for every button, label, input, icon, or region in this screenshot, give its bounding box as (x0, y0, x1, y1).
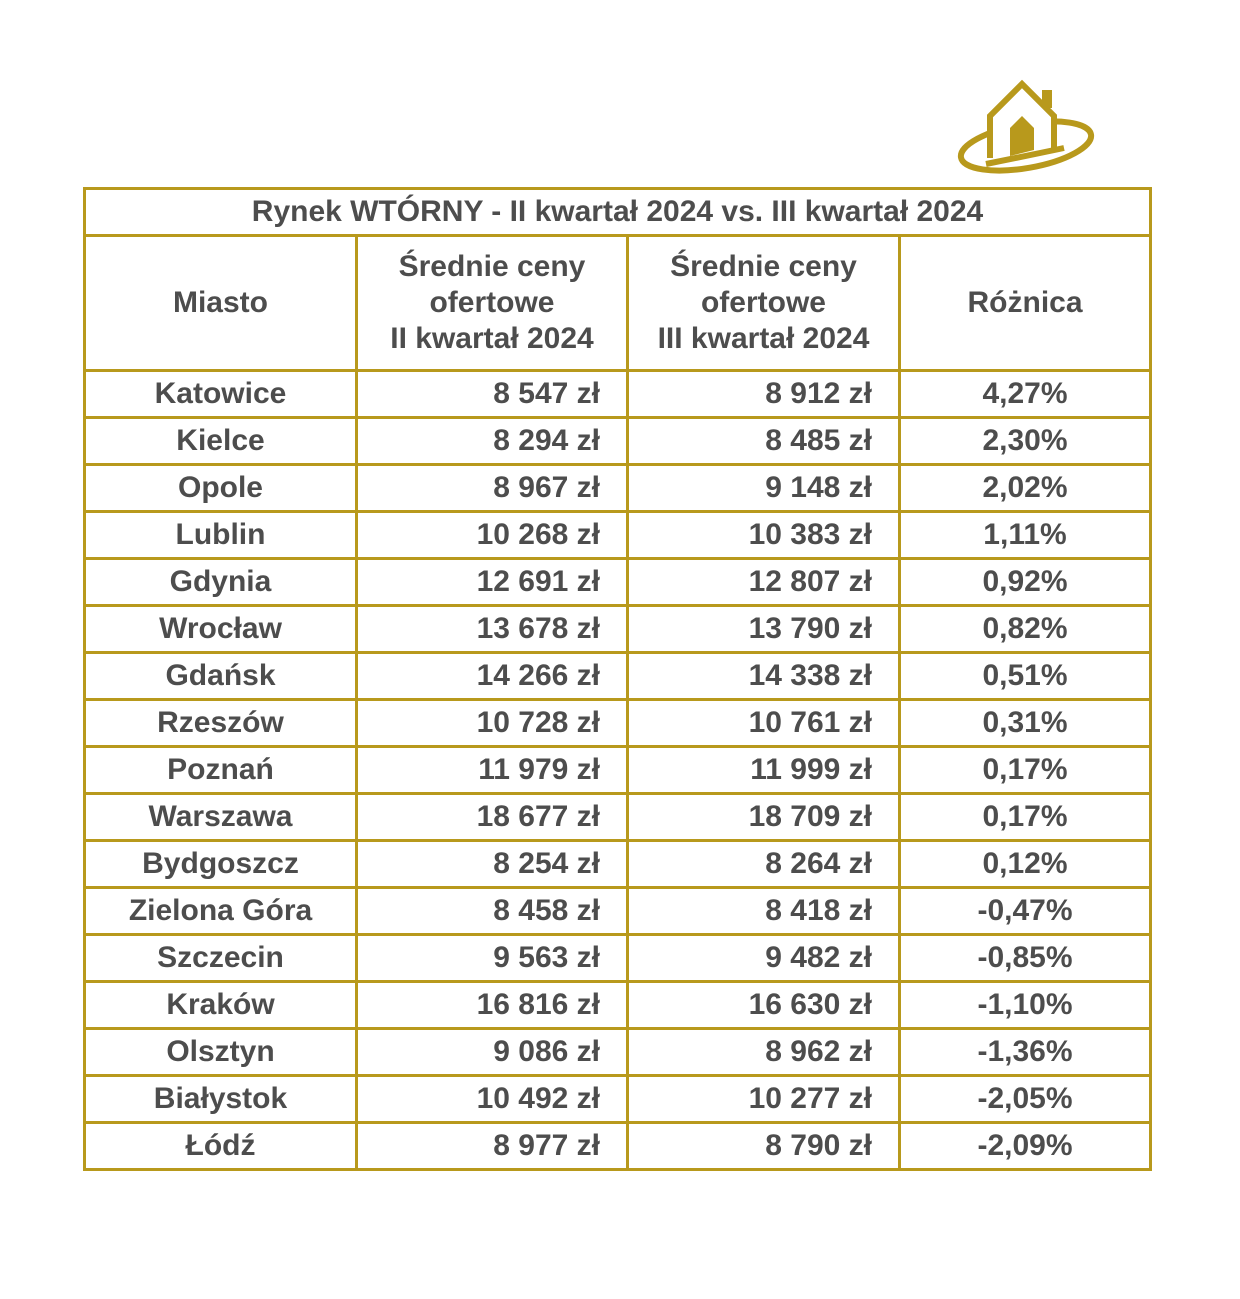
q3-price-cell: 8 962 zł (628, 1029, 900, 1076)
header-q3-line: ofertowe (700, 286, 826, 319)
q2-price-cell: 8 294 zł (357, 418, 628, 465)
table-row (85, 606, 1151, 653)
table-row (85, 653, 1151, 700)
table-row (85, 512, 1151, 559)
q2-price-cell: 13 678 zł (357, 606, 628, 653)
diff-cell: -1,10% (900, 982, 1151, 1029)
q2-price-cell: 8 458 zł (357, 888, 628, 935)
table-row (85, 982, 1151, 1029)
q2-price-cell: 8 254 zł (357, 841, 628, 888)
header-q2 (357, 236, 628, 371)
header-q3-line: Średnie ceny (670, 250, 857, 283)
diff-cell: -0,47% (900, 888, 1151, 935)
q3-price-cell: 8 485 zł (628, 418, 900, 465)
city-cell: Rzeszów (85, 700, 357, 747)
diff-cell: 0,92% (900, 559, 1151, 606)
q3-price-cell: 14 338 zł (628, 653, 900, 700)
price-comparison-table (83, 187, 1152, 1171)
q3-price-cell: 16 630 zł (628, 982, 900, 1029)
diff-cell: 0,31% (900, 700, 1151, 747)
q2-price-cell: 14 266 zł (357, 653, 628, 700)
header-city-label: Miasto (172, 286, 268, 319)
diff-cell: 0,51% (900, 653, 1151, 700)
header-q2-line: ofertowe (429, 286, 555, 319)
q2-price-cell: 10 728 zł (357, 700, 628, 747)
q3-price-cell: 8 418 zł (628, 888, 900, 935)
city-cell: Zielona Góra (85, 888, 357, 935)
q3-price-cell: 12 807 zł (628, 559, 900, 606)
q2-price-cell: 12 691 zł (357, 559, 628, 606)
diff-cell: 0,82% (900, 606, 1151, 653)
header-q2-line: Średnie ceny (398, 250, 586, 283)
city-cell: Lublin (85, 512, 357, 559)
table-row (85, 1123, 1151, 1170)
q2-price-cell: 10 492 zł (357, 1076, 628, 1123)
diff-cell: -2,05% (900, 1076, 1151, 1123)
table-row (85, 841, 1151, 888)
diff-cell: 4,27% (900, 371, 1151, 418)
q2-price-cell: 8 967 zł (357, 465, 628, 512)
city-cell: Kielce (85, 418, 357, 465)
city-cell: Bydgoszcz (85, 841, 357, 888)
table-row (85, 747, 1151, 794)
q2-price-cell: 8 977 zł (357, 1123, 628, 1170)
q3-price-cell: 9 148 zł (628, 465, 900, 512)
city-cell: Poznań (85, 747, 357, 794)
table-row (85, 1029, 1151, 1076)
q3-price-cell: 8 912 zł (628, 371, 900, 418)
city-cell: Katowice (85, 371, 357, 418)
city-cell: Białystok (85, 1076, 357, 1123)
table-row (85, 559, 1151, 606)
q3-price-cell: 8 264 zł (628, 841, 900, 888)
table-row (85, 935, 1151, 982)
header-q3 (628, 236, 900, 371)
q3-price-cell: 18 709 zł (628, 794, 900, 841)
q2-price-cell: 18 677 zł (357, 794, 628, 841)
q3-price-cell: 8 790 zł (628, 1123, 900, 1170)
q3-price-cell: 10 761 zł (628, 700, 900, 747)
q2-price-cell: 16 816 zł (357, 982, 628, 1029)
q3-price-cell: 11 999 zł (628, 747, 900, 794)
q3-price-cell: 9 482 zł (628, 935, 900, 982)
header-diff-label: Różnica (967, 286, 1083, 319)
q2-price-cell: 10 268 zł (357, 512, 628, 559)
diff-cell: 0,17% (900, 794, 1151, 841)
table-row (85, 888, 1151, 935)
city-cell: Gdynia (85, 559, 357, 606)
diff-cell: -2,09% (900, 1123, 1151, 1170)
q3-price-cell: 13 790 zł (628, 606, 900, 653)
q2-price-cell: 8 547 zł (357, 371, 628, 418)
table-row (85, 1076, 1151, 1123)
city-cell: Opole (85, 465, 357, 512)
table-row (85, 418, 1151, 465)
diff-cell: 0,17% (900, 747, 1151, 794)
city-cell: Łódź (85, 1123, 357, 1170)
diff-cell: 0,12% (900, 841, 1151, 888)
table-row (85, 700, 1151, 747)
q3-price-cell: 10 383 zł (628, 512, 900, 559)
table-row (85, 465, 1151, 512)
diff-cell: 2,30% (900, 418, 1151, 465)
table-row (85, 371, 1151, 418)
diff-cell: -1,36% (900, 1029, 1151, 1076)
header-city (85, 236, 357, 371)
city-cell: Kraków (85, 982, 357, 1029)
header-q2-line: II kwartał 2024 (390, 322, 594, 355)
diff-cell: 2,02% (900, 465, 1151, 512)
q3-price-cell: 10 277 zł (628, 1076, 900, 1123)
header-diff (900, 236, 1151, 371)
q2-price-cell: 9 563 zł (357, 935, 628, 982)
header-q3-line: III kwartał 2024 (657, 322, 870, 355)
diff-cell: -0,85% (900, 935, 1151, 982)
city-cell: Wrocław (85, 606, 357, 653)
table-title: Rynek WTÓRNY - II kwartał 2024 vs. III kwartał 2024 (85, 189, 1151, 236)
city-cell: Warszawa (85, 794, 357, 841)
table-row (85, 794, 1151, 841)
q2-price-cell: 11 979 zł (357, 747, 628, 794)
city-cell: Szczecin (85, 935, 357, 982)
city-cell: Gdańsk (85, 653, 357, 700)
city-cell: Olsztyn (85, 1029, 357, 1076)
diff-cell: 1,11% (900, 512, 1151, 559)
house-logo-icon (956, 78, 1096, 182)
q2-price-cell: 9 086 zł (357, 1029, 628, 1076)
